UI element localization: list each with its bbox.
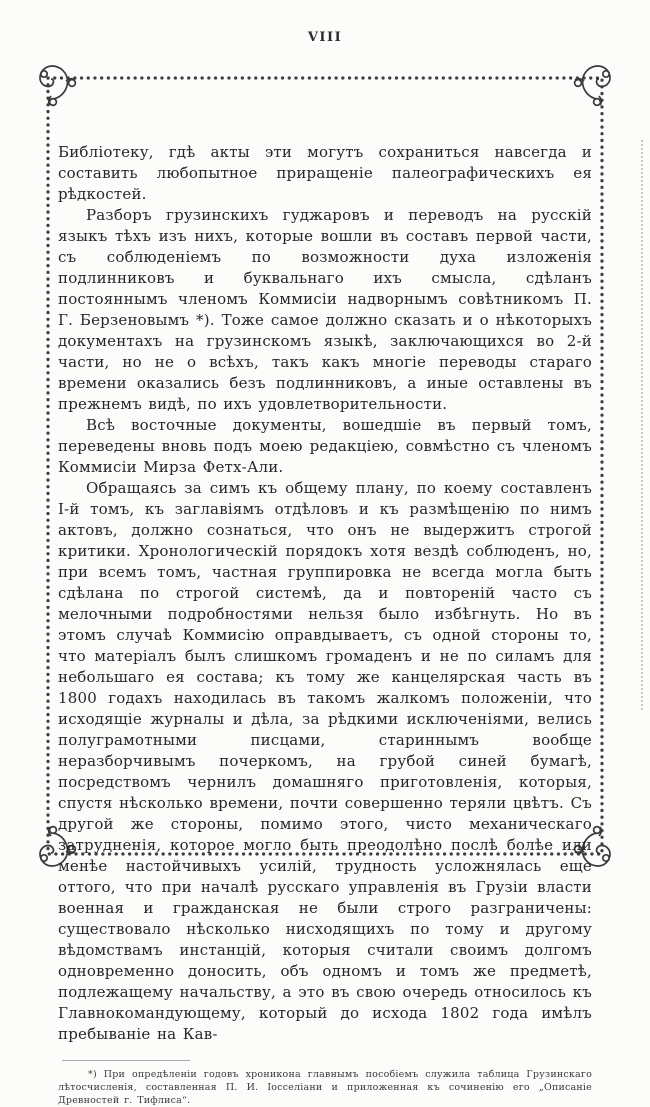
paragraph: Обращаясь за симъ къ общему плану, по коему составленъ I-й томъ, къ заглавіямъ отдѣловъ и къ размѣщенію по нимъ актовъ, должно сознаться, что онъ не выдержитъ строгой критики. Хронологическій порядокъ хотя вездѣ соблюденъ, но, при всемъ томъ, частная группировка не всегда могла быть сдѣлана по строгой системѣ, да и повтореній часто съ мелочными подробностями нельзя было избѣгнуть. Но въ этомъ случаѣ Коммисію оправдываетъ, съ одной стороны то, что матеріалъ былъ слишкомъ громаденъ и не по силамъ для небольшаго ея состава; къ тому же канцелярская часть въ 1800 годахъ находилась въ такомъ жалкомъ положеніи, что исходящіе журналы и дѣла, за рѣдкими исключеніями, велись полуграмотными писцами, стариннымъ вообще неразборчивымъ почеркомъ, на грубой синей бумагѣ, посредствомъ чернилъ домашняго приготовленія, которыя, спустя нѣсколько времени, почти совершенно теряли цвѣтъ. Съ другой же стороны, помимо этого, чисто механическаго затрудненія, которое могло быть преодолѣно послѣ болѣе или менѣе настойчивыхъ усилій, трудность усложнялась еще оттого, что при началѣ русскаго управленія въ Грузіи власти военная и гражданская не были строго разграничены: существовало нѣсколько нисходящихъ по тому и другому вѣдомствамъ инстанцій, которыя считали своимъ долгомъ одновременно доносить, объ одномъ и томъ же предметѣ, подлежащему начальству, а это въ свою очередь относилось къ Главнокомандующему, который до исхода 1802 года имѣлъ пребываніе на Кав- <box>58 479 592 1043</box>
corner-flourish-icon <box>22 52 80 110</box>
corner-flourish-icon <box>570 52 628 110</box>
decorative-frame <box>46 76 604 1106</box>
page-number: VIII <box>307 30 343 45</box>
footnote: *) При опредѣленіи годовъ хроникона главнымъ пособіемъ служила таблица Грузинскаго лѣтосчисленія, составленная П. И. Іосселіани и приложенная къ сочиненію его „Описаніе Древностей г. Тифлиса“. <box>58 1069 592 1106</box>
paragraph: Разборъ грузинскихъ гуджаровъ и переводъ на русскій языкъ тѣхъ изъ нихъ, которые вошли въ составъ первой части, съ соблюденіемъ по возможности духа изложенія подлинниковъ и буквальнаго ихъ смысла, сдѣланъ постояннымъ членомъ Коммисіи надворнымъ совѣтникомъ П. Г. Берзеновымъ *). Тоже самое должно сказать и о нѣкоторыхъ документахъ на грузинскомъ языкѣ, заключающихся во 2-й части, но не о всѣхъ, такъ какъ многіе переводы стараго времени оказались безъ подлинниковъ, а иные оставлены въ прежнемъ видѣ, по ихъ удовлетворительности. <box>58 206 592 413</box>
footnote-separator <box>62 1060 190 1061</box>
paragraph: Библіотеку, гдѣ акты эти могутъ сохраниться навсегда и составить любопытное приращеніе палеографическихъ ея рѣдкостей. <box>58 143 592 203</box>
text-block <box>58 142 592 1107</box>
page-edge-artifact <box>641 140 643 710</box>
paragraph: Всѣ восточные документы, вошедшіе въ первый томъ, переведены вновь подъ моею редакціею, совмѣстно съ членомъ Коммисіи Мирза Фетх-Али. <box>58 416 592 476</box>
